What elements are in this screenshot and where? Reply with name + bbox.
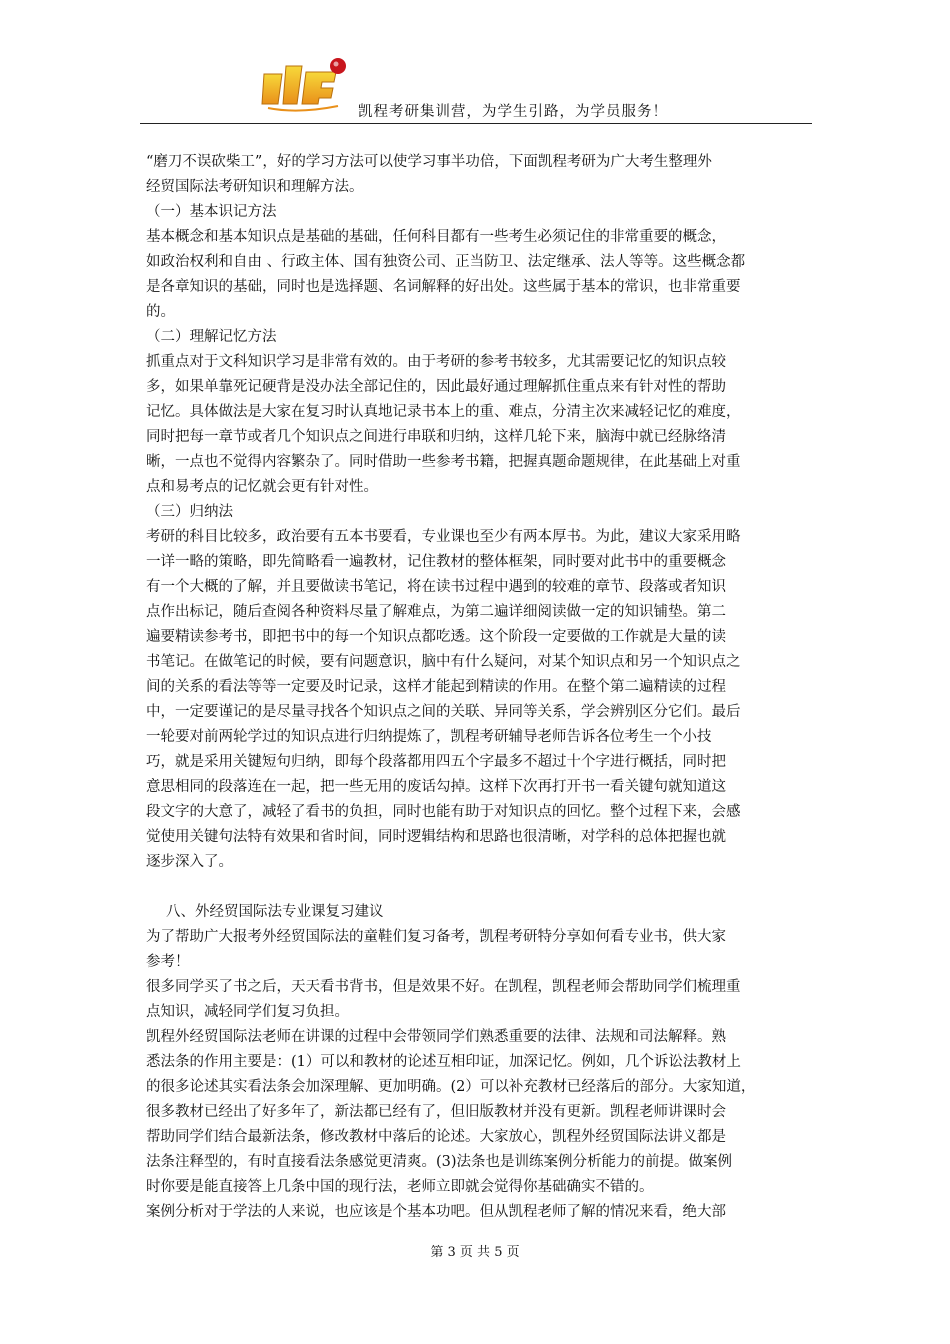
document-body	[146, 150, 814, 1225]
body-line: 中，一定要谨记的是尽量寻找各个知识点之间的关联、异同等关系，学会辨别区分它们。最后	[146, 704, 741, 720]
header-divider	[140, 123, 812, 124]
body-line: 悉法条的作用主要是：(1）可以和教材的论述互相印证，加深记忆。例如，几个诉讼法教材上	[146, 1054, 741, 1070]
body-line: 案例分析对于学法的人来说，也应该是个基本功吧。但从凯程老师了解的情况来看，绝大部	[146, 1204, 726, 1220]
body-line: 抓重点对于文科知识学习是非常有效的。由于考研的参考书较多，尤其需要记忆的知识点较	[146, 354, 726, 370]
body-line: 意思相同的段落连在一起，把一些无用的废话勾掉。这样下次再打开书一看关键句就知道这	[146, 779, 726, 795]
body-line: 同时把每一章节或者几个知识点之间进行串联和归纳，这样几轮下来，脑海中就已经脉络清	[146, 429, 726, 445]
body-line: 法条注释型的，有时直接看法条感觉更清爽。(3)法条也是训练案例分析能力的前提。做案例	[146, 1154, 733, 1170]
blank-line	[146, 875, 814, 900]
section-heading: （一）基本识记方法	[146, 204, 277, 220]
body-line: 参考！	[146, 954, 190, 970]
body-line: 遍要精读参考书，即把书中的每一个知识点都吃透。这个阶段一定要做的工作就是大量的读	[146, 629, 726, 645]
body-line: 逐步深入了。	[146, 854, 233, 870]
body-line: 基本概念和基本知识点是基础的基础，任何科目都有一些考生必须记住的非常重要的概念，	[146, 229, 726, 245]
body-line: 很多同学买了书之后，天天看书背书，但是效果不好。在凯程，凯程老师会帮助同学们梳理重	[146, 979, 741, 995]
body-line: 多，如果单靠死记硬背是没办法全部记住的，因此最好通过理解抓住重点来有针对性的帮助	[146, 379, 726, 395]
body-line: 点作出标记，随后查阅各种资料尽量了解难点，为第二遍详细阅读做一定的知识铺垫。第二	[146, 604, 726, 620]
kaicheng-logo	[260, 52, 352, 116]
header-slogan: 凯程考研集训营，为学生引路，为学员服务！	[358, 104, 668, 120]
body-line: 很多教材已经出了好多年了，新法都已经有了，但旧版教材并没有更新。凯程老师讲课时会	[146, 1104, 726, 1120]
body-line: 点和易考点的记忆就会更有针对性。	[146, 479, 378, 495]
section-heading: （二）理解记忆方法	[146, 329, 277, 345]
body-line: 是各章知识的基础，同时也是选择题、名词解释的好出处。这些属于基本的常识，也非常重要	[146, 279, 741, 295]
body-line: 点知识，减轻同学们复习负担。	[146, 1004, 349, 1020]
body-line: 时你要是能直接答上几条中国的现行法，老师立即就会觉得你基础确实不错的。	[146, 1179, 654, 1195]
chapter-heading: 八、外经贸国际法专业课复习建议	[166, 904, 384, 920]
body-line: 考研的科目比较多，政治要有五本书要看，专业课也至少有两本厚书。为此，建议大家采用略	[146, 529, 741, 545]
body-line: 一轮要对前两轮学过的知识点进行归纳提炼了，凯程考研辅导老师告诉各位考生一个小技	[146, 729, 712, 745]
body-line: 的很多论述其实看法条会加深理解、更加明确。(2）可以补充教材已经落后的部分。大家知道，	[146, 1079, 756, 1095]
body-line: 巧，就是采用关键短句归纳，即每个段落都用四五个字最多不超过十个字进行概括，同时把	[146, 754, 726, 770]
body-line: 段文字的大意了，减轻了看书的负担，同时也能有助于对知识点的回忆。整个过程下来，会感	[146, 804, 741, 820]
body-line: “磨刀不误砍柴工”，好的学习方法可以使学习事半功倍，下面凯程考研为广大考生整理外	[146, 154, 712, 170]
body-line: 的。	[146, 304, 175, 320]
body-line: 书笔记。在做笔记的时候，要有问题意识，脑中有什么疑问，对某个知识点和另一个知识点之	[146, 654, 741, 670]
page-number: 第 3 页 共 5 页	[430, 1245, 520, 1260]
body-line: 凯程外经贸国际法老师在讲课的过程中会带领同学们熟悉重要的法律、法规和司法解释。熟	[146, 1029, 726, 1045]
body-line: 一详一略的策略，即先简略看一遍教材，记住教材的整体框架，同时要对此书中的重要概念	[146, 554, 726, 570]
body-line: 晰，一点也不觉得内容繁杂了。同时借助一些参考书籍，把握真题命题规律，在此基础上对重	[146, 454, 741, 470]
page-header	[140, 52, 812, 124]
body-line: 间的关系的看法等等一定要及时记录，这样才能起到精读的作用。在整个第二遍精读的过程	[146, 679, 726, 695]
section-heading: （三）归纳法	[146, 504, 233, 520]
body-line: 为了帮助广大报考外经贸国际法的童鞋们复习备考，凯程考研特分享如何看专业书，供大家	[146, 929, 726, 945]
body-line: 有一个大概的了解，并且要做读书笔记，将在读书过程中遇到的较难的章节、段落或者知识	[146, 579, 726, 595]
body-line: 记忆。具体做法是大家在复习时认真地记录书本上的重、难点，分清主次来减轻记忆的难度，	[146, 404, 741, 420]
body-line: 帮助同学们结合最新法条，修改教材中落后的论述。大家放心，凯程外经贸国际法讲义都是	[146, 1129, 726, 1145]
body-line: 觉使用关键句法特有效果和省时间，同时逻辑结构和思路也很清晰，对学科的总体把握也就	[146, 829, 726, 845]
body-line: 经贸国际法考研知识和理解方法。	[146, 179, 364, 195]
body-line: 如政治权利和自由 、行政主体、国有独资公司、正当防卫、法定继承、法人等等。这些概念都	[146, 254, 746, 270]
